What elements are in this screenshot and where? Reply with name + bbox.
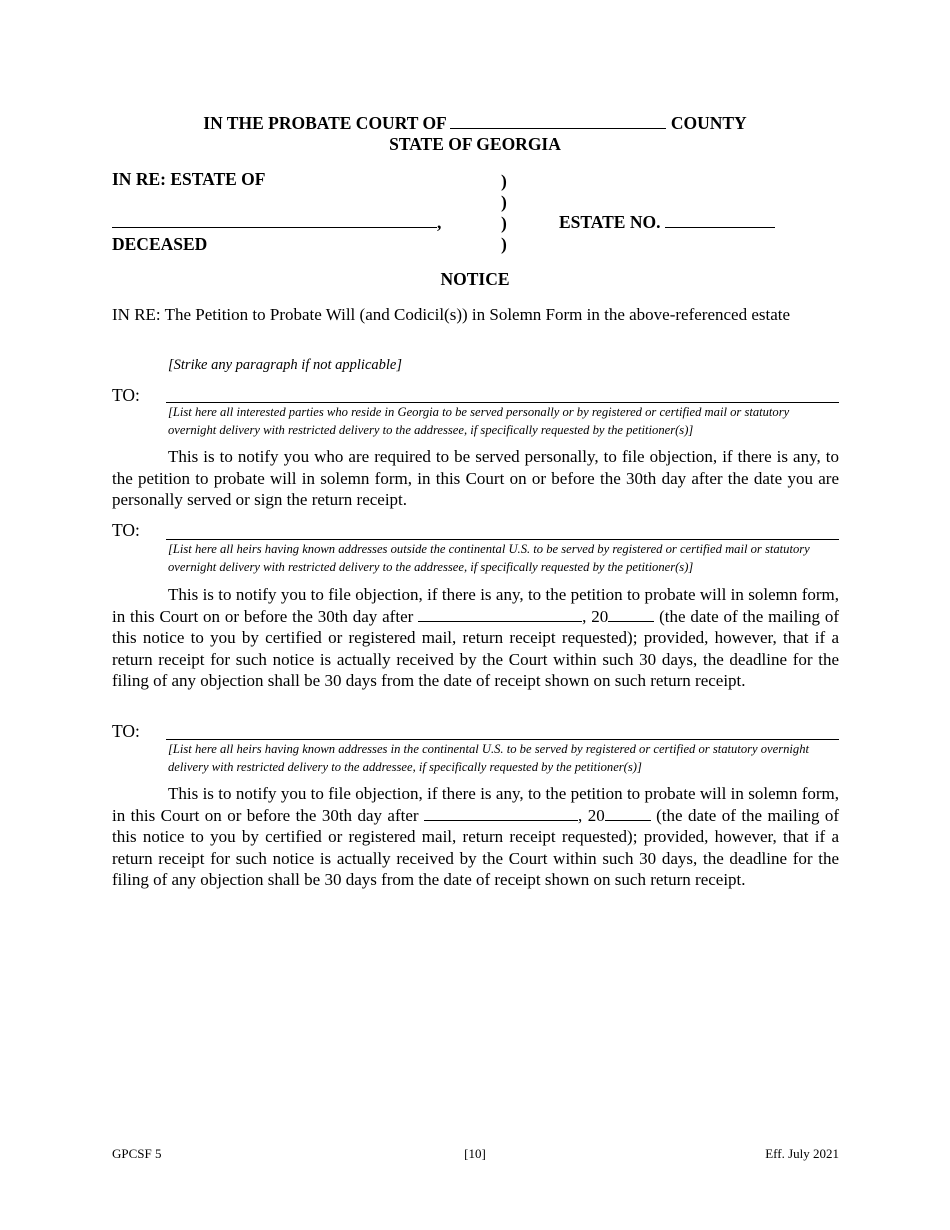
- decedent-name-line: [112, 212, 441, 233]
- footer-form-id: GPCSF 5: [112, 1146, 162, 1161]
- year-prefix-3: , 20: [578, 805, 605, 825]
- body-text-1: This is to notify you who are required to be served personally, to file objection, if there is any, to the petition to probate will in solemn form, in this Court on or before the 30th day after the date you are personally served or sign the return receipt.: [112, 447, 839, 510]
- body-paragraph-2: [112, 584, 839, 692]
- body-text-2b: (the date of the mailing of this notice to you by certified or registered mail, return receipt requested); provided, however, that if a return receipt for such notice is actually received by the Court within such 30 days, the deadline for the filing of any objection shall be 30 days from the date of receipt shown on such return receipt.: [112, 606, 840, 691]
- to-line-2[interactable]: [166, 539, 839, 540]
- to-line-1[interactable]: [166, 402, 839, 403]
- estate-number: [559, 212, 775, 233]
- strike-note: [Strike any paragraph if not applicable]: [168, 357, 402, 373]
- to-line-3[interactable]: [166, 739, 839, 740]
- state-heading: STATE OF GEORGIA: [389, 134, 561, 154]
- deceased-label: DECEASED: [112, 234, 208, 254]
- instruction-1: [List here all interested parties who reside in Georgia to be served personally or by registered or certified mail or statutory overnight delivery with restricted delivery to the addressee, if specifically requested by the petitioner(s)]: [168, 405, 790, 437]
- year-blank-3[interactable]: [605, 805, 651, 821]
- body-text-3a: This is to notify you to file objection, if there is any, to the petition to probate will in solemn form, in this Court on or before the 30th day after: [112, 784, 839, 825]
- caption-paren-4: ): [501, 234, 507, 254]
- court-heading: [0, 113, 950, 134]
- body-paragraph-1: [112, 446, 839, 511]
- decedent-comma: ,: [437, 212, 442, 232]
- estate-no-label: ESTATE NO.: [559, 212, 661, 232]
- estate-no-blank[interactable]: [665, 212, 775, 228]
- intro-paragraph: IN RE: The Petition to Probate Will (and Codicil(s)) in Solemn Form in the above-referenced estate: [112, 305, 791, 324]
- year-blank-2[interactable]: [608, 606, 654, 622]
- caption-paren-3: ): [501, 213, 507, 233]
- body-paragraph-3: [112, 783, 839, 891]
- county-blank[interactable]: [450, 113, 666, 129]
- in-re-estate-label: IN RE: ESTATE OF: [112, 169, 266, 189]
- instruction-3: [List here all heirs having known addresses in the continental U.S. to be served by registered or certified or statutory overnight delivery with restricted delivery to the addressee, if specifically requested by the petitioner(s)]: [168, 742, 810, 774]
- footer-page-number: [10]: [464, 1146, 486, 1161]
- caption-paren-1: ): [501, 171, 507, 191]
- to-label-2: TO:: [112, 520, 140, 540]
- body-text-2a: This is to notify you to file objection, if there is any, to the petition to probate will in solemn form, in this Court on or before the 30th day after: [112, 585, 839, 626]
- court-suffix: COUNTY: [670, 113, 747, 133]
- year-prefix-2: , 20: [582, 606, 609, 626]
- instruction-2: [List here all heirs having known addresses outside the continental U.S. to be served by registered or certified mail or statutory overnight delivery with restricted delivery to the addressee, if specifically requested by the petitioner(s)]: [168, 542, 810, 574]
- decedent-name-blank[interactable]: [112, 212, 437, 228]
- body-text-3b: (the date of the mailing of this notice to you by certified or registered mail, return receipt requested); provided, however, that if a return receipt for such notice is actually received by the Court within such 30 days, the deadline for the filing of any objection shall be 30 days from the date of receipt shown on such return receipt.: [112, 805, 840, 890]
- to-label-3: TO:: [112, 721, 140, 741]
- footer-effective-date: Eff. July 2021: [765, 1146, 839, 1161]
- court-prefix: IN THE PROBATE COURT OF: [203, 113, 447, 133]
- to-label-1: TO:: [112, 385, 140, 405]
- date-blank-3[interactable]: [424, 805, 578, 821]
- date-blank-2[interactable]: [418, 606, 582, 622]
- notice-title: NOTICE: [440, 269, 510, 289]
- caption-paren-2: ): [501, 192, 507, 212]
